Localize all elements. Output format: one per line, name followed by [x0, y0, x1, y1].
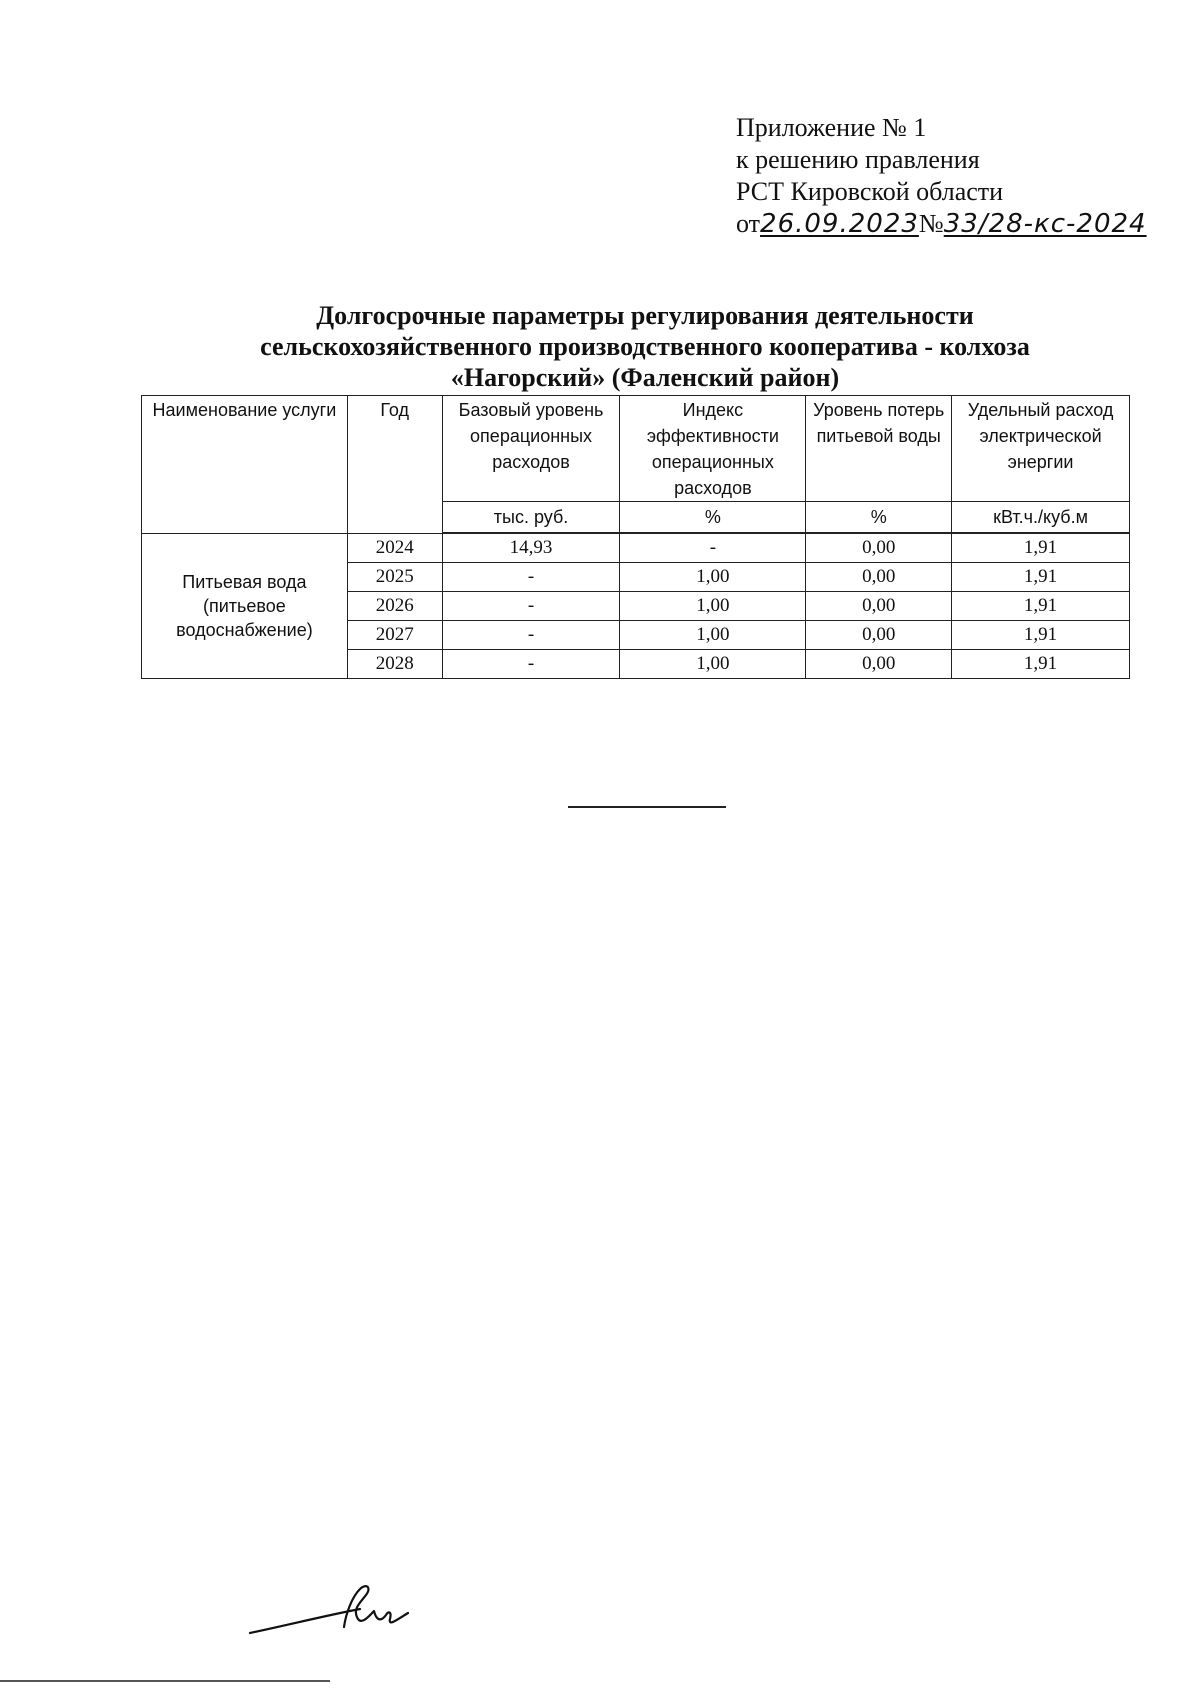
base-level-cell: -: [442, 592, 620, 621]
specific-consumption-cell: 1,91: [952, 563, 1130, 592]
appendix-date-number: [736, 208, 1147, 240]
title-line-1: Долгосрочные параметры регулирования деятельности: [316, 301, 974, 330]
base-level-cell: 14,93: [442, 533, 620, 563]
from-prefix: от: [736, 209, 761, 238]
header-specific-consumption: Удельный расход электрической энергии: [952, 396, 1130, 502]
year-cell: 2028: [347, 650, 442, 679]
loss-level-cell: 0,00: [806, 533, 952, 563]
unit-efficiency-index: %: [620, 502, 806, 534]
table-row: [142, 533, 1130, 563]
appendix-number: Приложение № 1: [736, 113, 927, 142]
appendix-header: [736, 112, 1147, 240]
header-base-level: Базовый уровень операционных расходов: [442, 396, 620, 502]
base-level-cell: -: [442, 563, 620, 592]
base-level-cell: -: [442, 621, 620, 650]
number-sign: №: [918, 209, 944, 238]
loss-level-cell: 0,00: [806, 650, 952, 679]
efficiency-index-cell: 1,00: [620, 650, 806, 679]
unit-specific-consumption: кВт.ч./куб.м: [952, 502, 1130, 534]
base-level-cell: -: [442, 650, 620, 679]
document-title: [150, 300, 1140, 393]
unit-loss-level: %: [806, 502, 952, 534]
header-loss-level: Уровень потерь питьевой воды: [806, 396, 952, 502]
title-line-2: сельскохозяйственного производственного кооператива - колхоза: [260, 332, 1030, 361]
loss-level-cell: 0,00: [806, 592, 952, 621]
efficiency-index-cell: 1,00: [620, 592, 806, 621]
service-name-cell: Питьевая вода (питьевое водоснабжение): [142, 533, 348, 679]
appendix-decision-line: к решению правления: [736, 145, 980, 174]
header-year: Год: [347, 396, 442, 534]
unit-base-level: тыс. руб.: [442, 502, 620, 534]
signature-mark: [248, 1575, 428, 1645]
loss-level-cell: 0,00: [806, 563, 952, 592]
specific-consumption-cell: 1,91: [952, 592, 1130, 621]
specific-consumption-cell: 1,91: [952, 650, 1130, 679]
appendix-authority: РСТ Кировской области: [736, 177, 1004, 206]
year-cell: 2024: [347, 533, 442, 563]
header-service: Наименование услуги: [142, 396, 348, 534]
year-cell: 2025: [347, 563, 442, 592]
specific-consumption-cell: 1,91: [952, 533, 1130, 563]
year-cell: 2026: [347, 592, 442, 621]
specific-consumption-cell: 1,91: [952, 621, 1130, 650]
header-efficiency-index: Индекс эффективности операционных расходов: [620, 396, 806, 502]
efficiency-index-cell: 1,00: [620, 563, 806, 592]
efficiency-index-cell: -: [620, 533, 806, 563]
parameters-table: [141, 395, 1130, 679]
year-cell: 2027: [347, 621, 442, 650]
loss-level-cell: 0,00: [806, 621, 952, 650]
title-line-3: «Нагорский» (Фаленский район): [450, 363, 840, 392]
handwritten-number: 33/28-кс-2024: [943, 209, 1147, 239]
efficiency-index-cell: 1,00: [620, 621, 806, 650]
scan-edge-line: [0, 1680, 330, 1682]
handwritten-date: 26.09.2023: [760, 209, 919, 239]
end-of-document-rule: [568, 806, 726, 808]
